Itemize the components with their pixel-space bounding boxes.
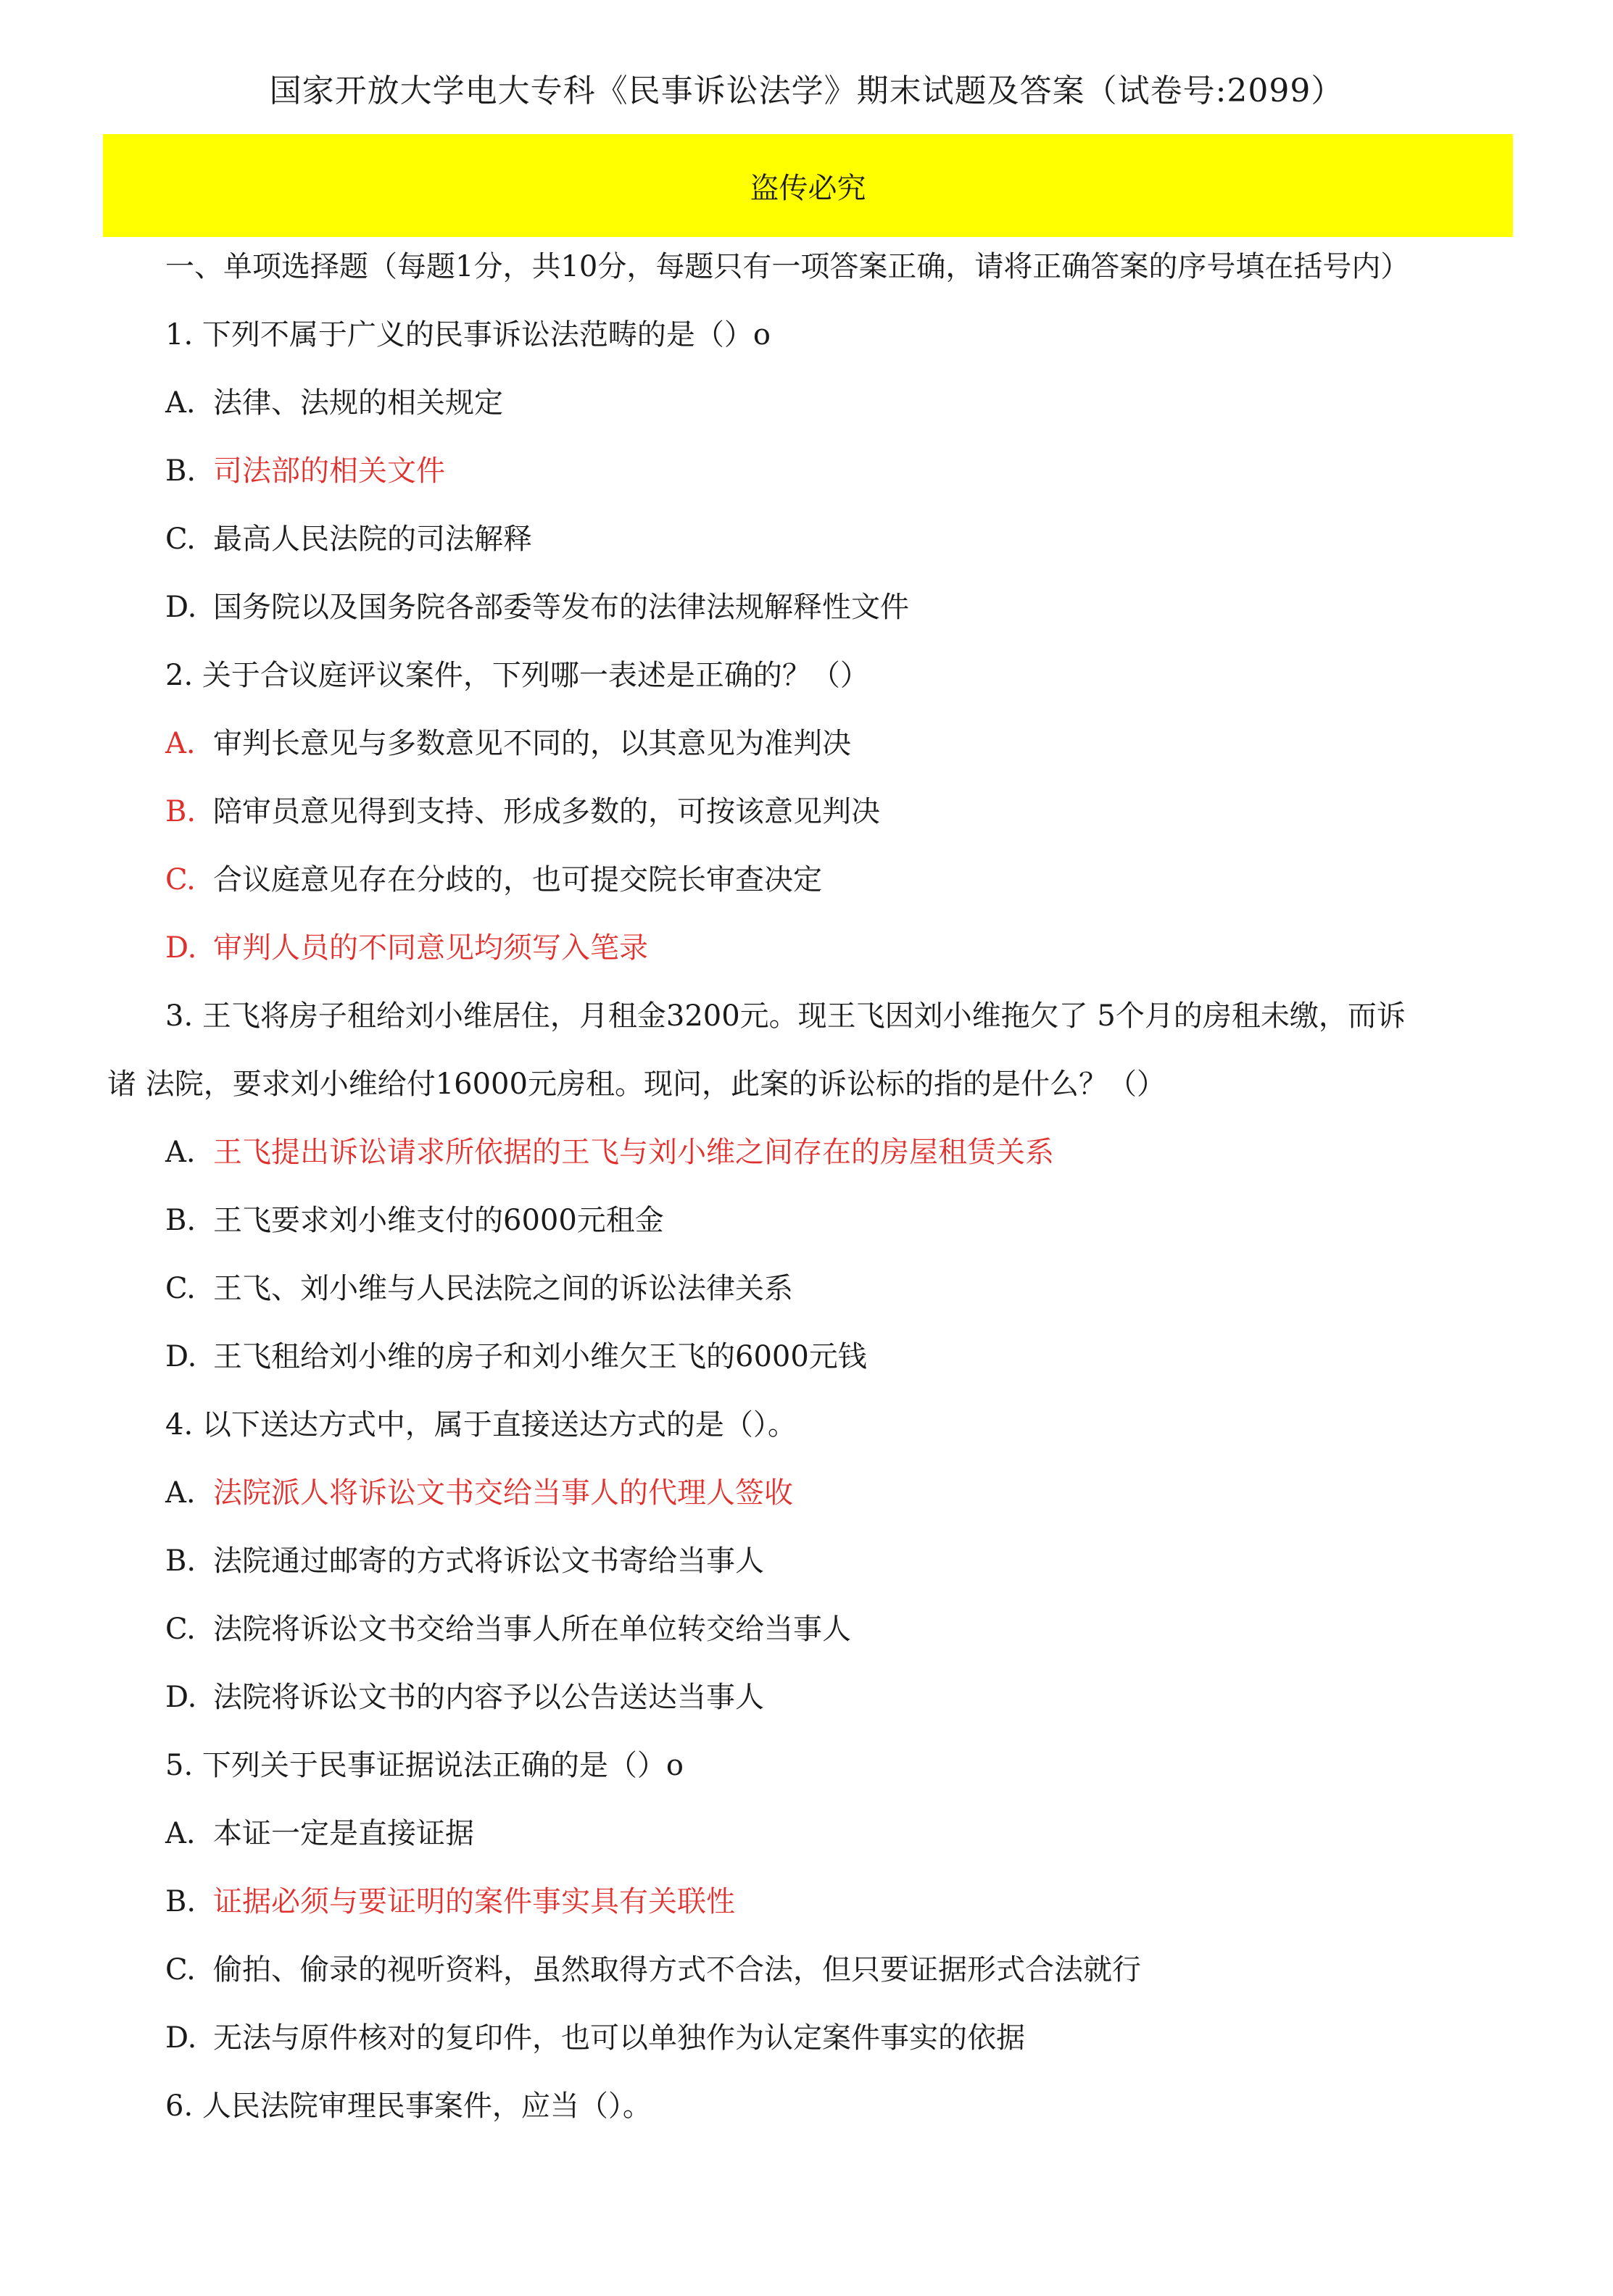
- option-text-answer: 证据必须与要证明的案件事实具有关联性: [213, 1885, 735, 1918]
- question-1-option-b: [165, 451, 445, 491]
- question-2-stem: 2. 关于合议庭评议案件，下列哪一表述是正确的？（）: [165, 659, 869, 692]
- question-3-option-b: [165, 1200, 664, 1241]
- option-letter: B.: [165, 1544, 196, 1578]
- option-letter: C.: [165, 1613, 196, 1646]
- question-3-option-a: [165, 1132, 1054, 1173]
- question-4-option-a: [165, 1473, 793, 1513]
- option-text-answer: 法院派人将诉讼文书交给当事人的代理人签收: [213, 1476, 793, 1510]
- option-text: 偷拍、偷录的视听资料，虽然取得方式不合法，但只要证据形式合法就行: [213, 1953, 1141, 1987]
- question-2-option-a: [165, 723, 851, 764]
- option-letter: B.: [165, 454, 196, 488]
- question-2-option-c: [165, 860, 822, 900]
- question-4-stem: 4. 以下送达方式中，属于直接送达方式的是（）。: [165, 1408, 797, 1442]
- question-2-option-d: [165, 928, 648, 968]
- option-text: 最高人民法院的司法解释: [213, 523, 532, 556]
- option-text: 法院将诉讼文书交给当事人所在单位转交给当事人: [213, 1613, 851, 1646]
- question-6-stem: 6. 人民法院审理民事案件，应当（）。: [165, 2089, 652, 2123]
- option-letter: D.: [165, 931, 197, 965]
- option-text: 法律、法规的相关规定: [213, 386, 503, 420]
- question-3-stem-continued: 诸 法院，要求刘小维给付16000元房租。现问，此案的诉讼标的指的是什么？（）: [107, 1068, 1166, 1101]
- banner: [103, 134, 1513, 237]
- question-4-option-c: [165, 1609, 851, 1650]
- option-letter: D.: [165, 1340, 197, 1373]
- option-text: 王飞要求刘小维支付的6000元租金: [213, 1204, 664, 1237]
- option-text: 无法与原件核对的复印件，也可以单独作为认定案件事实的依据: [213, 2021, 1025, 2055]
- option-letter: C.: [165, 863, 196, 897]
- option-letter: C.: [165, 523, 196, 556]
- section-heading: 一、单项选择题（每题1分，共10分，每题只有一项答案正确，请将正确答案的序号填在括号内）: [165, 250, 1410, 283]
- option-letter: B.: [165, 1885, 196, 1918]
- option-letter: A.: [165, 1136, 196, 1169]
- option-text: 法院通过邮寄的方式将诉讼文书寄给当事人: [213, 1544, 764, 1578]
- option-letter: D.: [165, 591, 197, 624]
- question-5-option-b: [165, 1881, 735, 1922]
- question-2-option-b: [165, 791, 880, 832]
- option-text-answer: 王飞提出诉讼请求所依据的王飞与刘小维之间存在的房屋租赁关系: [213, 1136, 1054, 1169]
- option-letter: B.: [165, 795, 196, 828]
- question-1-option-c: [165, 519, 532, 560]
- option-letter: D.: [165, 1681, 197, 1714]
- question-1-stem: 1. 下列不属于广义的民事诉讼法范畴的是（）o: [165, 318, 771, 352]
- document-title: 国家开放大学电大专科《民事诉讼法学》期末试题及答案（试卷号:2099）: [269, 72, 1344, 109]
- option-text: 王飞、刘小维与人民法院之间的诉讼法律关系: [213, 1272, 793, 1305]
- option-letter: B.: [165, 1204, 196, 1237]
- option-letter: D.: [165, 2021, 197, 2055]
- option-text: 王飞租给刘小维的房子和刘小维欠王飞的6000元钱: [213, 1340, 867, 1373]
- question-4-option-d: [165, 1677, 764, 1718]
- option-letter: A.: [165, 386, 196, 420]
- question-3-option-c: [165, 1268, 793, 1309]
- question-1-option-d: [165, 587, 909, 628]
- option-text: 法院将诉讼文书的内容予以公告送达当事人: [213, 1681, 764, 1714]
- option-letter: A.: [165, 1476, 196, 1510]
- question-1-option-a: [165, 383, 503, 423]
- option-letter: A.: [165, 727, 196, 760]
- question-5-option-a: [165, 1813, 474, 1854]
- option-letter: C.: [165, 1272, 196, 1305]
- option-text: 合议庭意见存在分歧的，也可提交院长审查决定: [213, 863, 822, 897]
- option-text: 本证一定是直接证据: [213, 1817, 474, 1850]
- banner-text: 盗传必究: [750, 172, 866, 205]
- question-4-option-b: [165, 1541, 764, 1581]
- question-5-option-c: [165, 1950, 1141, 1990]
- option-letter: A.: [165, 1817, 196, 1850]
- option-text: 陪审员意见得到支持、形成多数的，可按该意见判决: [213, 795, 880, 828]
- option-text: 审判长意见与多数意见不同的，以其意见为准判决: [213, 727, 851, 760]
- question-3-stem: 3. 王飞将房子租给刘小维居住，月租金3200元。现王飞因刘小维拖欠了 5个月的房租未缴，而诉: [165, 999, 1406, 1033]
- option-text: 国务院以及国务院各部委等发布的法律法规解释性文件: [213, 591, 909, 624]
- option-text-answer: 司法部的相关文件: [213, 454, 445, 488]
- question-3-option-d: [165, 1336, 867, 1377]
- question-5-stem: 5. 下列关于民事证据说法正确的是（）o: [165, 1749, 684, 1782]
- option-text-answer: 审判人员的不同意见均须写入笔录: [213, 931, 648, 965]
- question-5-option-d: [165, 2018, 1025, 2058]
- option-letter: C.: [165, 1953, 196, 1987]
